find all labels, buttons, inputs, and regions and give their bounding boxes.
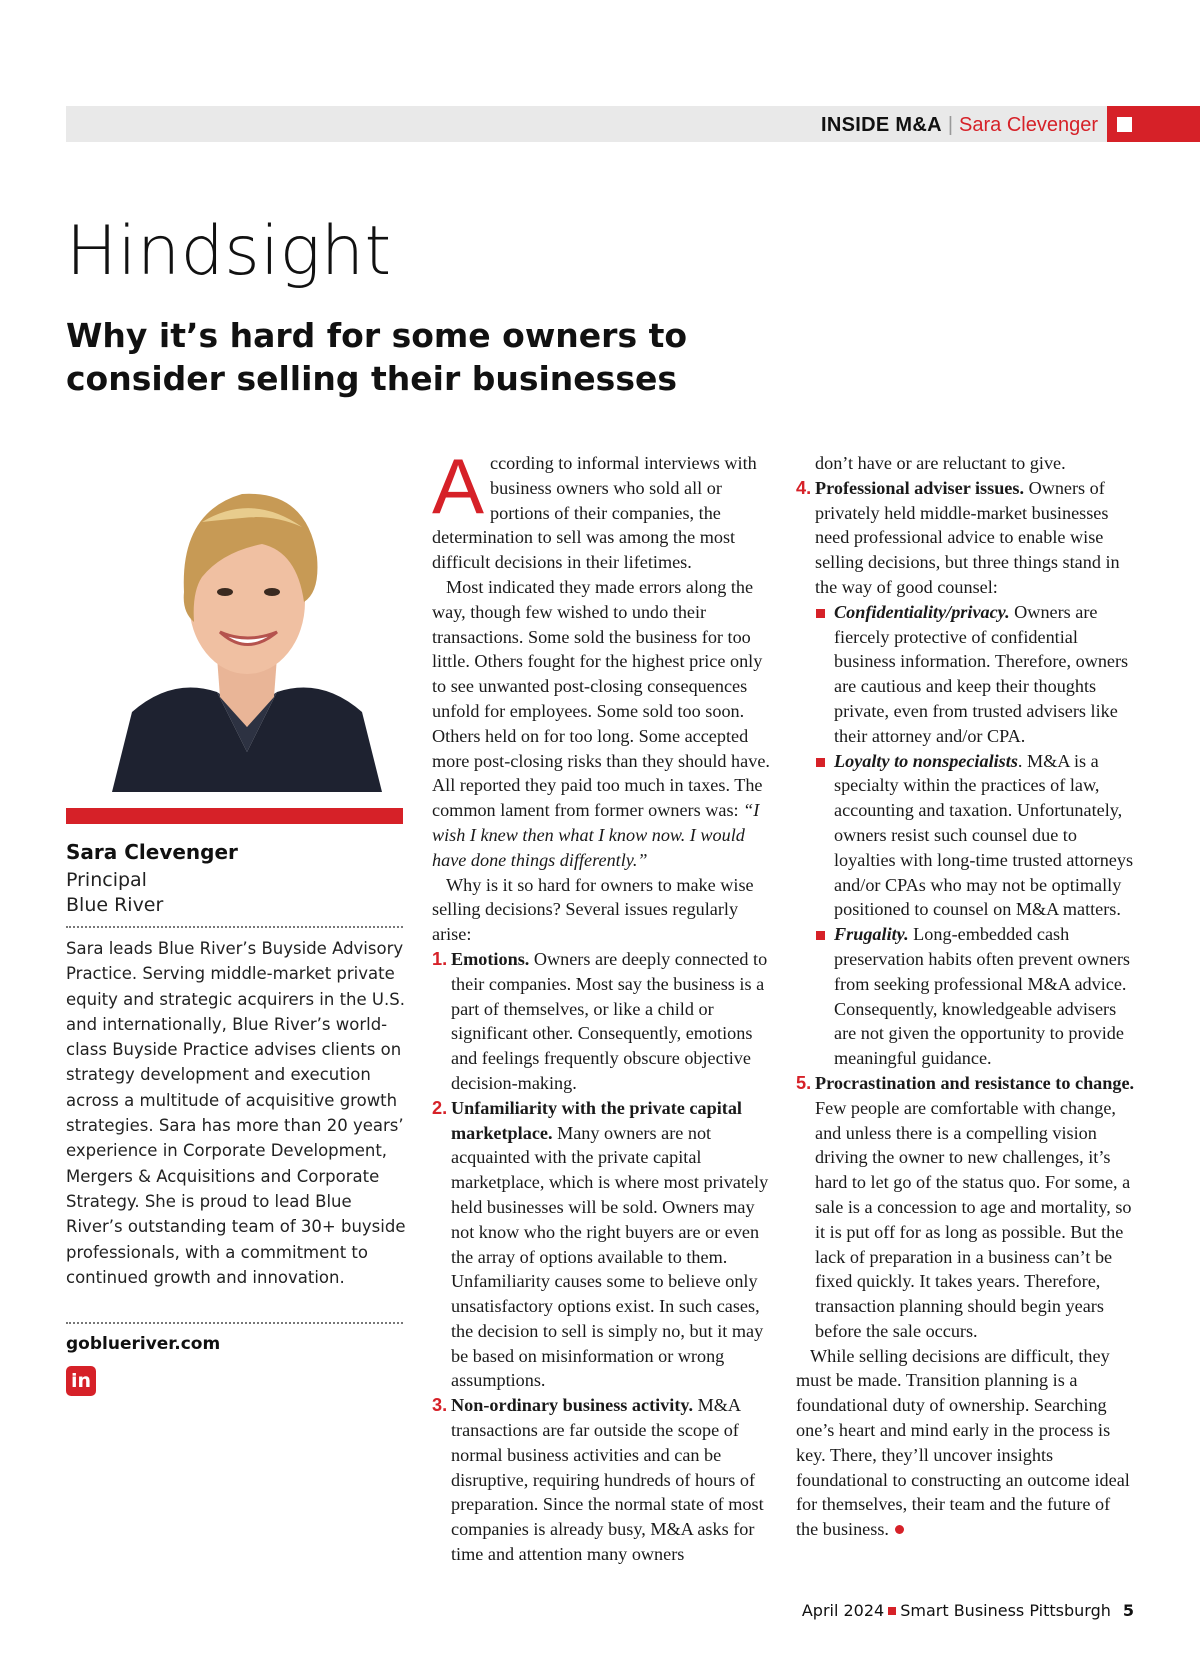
author-role: Principal (66, 869, 147, 891)
list-item (432, 1096, 772, 1394)
page-number: 5 (1122, 1601, 1134, 1620)
quote: “I wish I knew then what I know now. I would have done things differently.” (432, 800, 760, 870)
list-text: Many owners are not acquainted with the private capital marketplace, which is where most privately held businesses will be sold. Owners may not know who the right buyers are or even the array of options available to them. Unfamiliarity causes some to believe only unsatisfactory options exist. In such cases, the decision to sell is simply no, but it may be based on misinformation or wrong assumptions. (451, 1122, 769, 1391)
bullet-item (796, 922, 1136, 1071)
bullet-square-icon (816, 609, 825, 618)
list-number: 1. (432, 948, 448, 969)
article-column-1 (432, 442, 772, 1567)
list-text: don’t have or are reluctant to give. (815, 453, 1066, 473)
end-mark-icon (895, 1525, 904, 1534)
list-text: Owners are deeply connected to their companies. Most say the business is a part of themselves, or like a child or significant other. Consequently, emotions and feelings frequently obscure objective decision-making. (451, 948, 768, 1093)
bullet-lead: Confidentiality/privacy. (834, 601, 1010, 622)
list-item (796, 1071, 1136, 1344)
footer-square-icon (888, 1607, 896, 1615)
section-label: INSIDE M&A (821, 114, 942, 136)
footer-publication: Smart Business Pittsburgh (900, 1601, 1111, 1620)
bullet-square-icon (816, 931, 825, 940)
author-name: Sara Clevenger (66, 840, 238, 864)
list-number: 2. (432, 1097, 448, 1118)
bio-divider-bar (66, 808, 403, 824)
closing-paragraph (796, 1344, 1136, 1542)
linkedin-icon[interactable]: in (66, 1366, 96, 1396)
list-item (432, 1393, 772, 1567)
list-item-continued (796, 451, 1136, 476)
list-text: Owners of privately held middle-market businesses need professional advice to enable wise selling decisions, but three things stand in the way of good counsel: (815, 477, 1120, 597)
article-column-2 (796, 451, 1136, 1542)
list-number: 4. (796, 477, 812, 498)
bullet-lead: Loyalty to nonspecialists (834, 750, 1018, 771)
header-accent-block (1107, 106, 1200, 142)
author-bio: Sara leads Blue River’s Buyside Advisory Practice. Serving middle-market private equity and strategic acquirers in the U.S. and internationally, Blue River’s world-class Buyside Practice advises clients on strategy development and execution across a multitude of acquisitive growth strategies. Sara has more than 20 years’ experience in Corporate Development, Mergers & Acquisitions and Corporate Strategy. She is proud to lead Blue River’s outstanding team of 30+ buyside professionals, with a commitment to continued growth and innovation. (66, 939, 406, 1287)
closing-text: While selling decisions are difficult, they must be made. Transition planning is a foundational duty of ownership. Searching one’s heart and mind early in the process is key. There, they’ll uncover insights foundational to constructing an outcome ideal for themselves, their team and the future of the business. (796, 1345, 1130, 1540)
paragraph: Why is it so hard for owners to make wise selling decisions? Several issues regularly arise: (432, 874, 754, 945)
list-lead: Professional adviser issues. (815, 477, 1025, 498)
author-photo (92, 452, 402, 792)
bullet-item (796, 600, 1136, 749)
square-icon (1117, 117, 1132, 132)
page-title: Hindsight (66, 212, 392, 291)
bullet-text: Owners are fiercely protective of confidential business information. Therefore, owners are cautious and keep their thoughts private, even from trusted advisers like their attorney and/or CPA. (834, 601, 1129, 746)
section-header (821, 107, 1098, 143)
list-item (432, 947, 772, 1096)
drop-cap: A (432, 442, 485, 530)
list-text: M&A transactions are far outside the scope of normal business activities and can be disruptive, requiring hundreds of hours of preparation. Since the normal state of most companies is already busy, M&A asks for time and attention many owners (451, 1395, 764, 1565)
list-lead: Unfamiliarity with the private capital marketplace. (451, 1097, 742, 1143)
list-lead: Non-ordinary business activity. (451, 1395, 694, 1416)
page-footer (802, 1601, 1134, 1620)
list-lead: Procrastination and resistance to change. (815, 1072, 1135, 1093)
list-lead: Emotions. (451, 948, 530, 969)
bullet-text: Long-embedded cash preservation habits often prevent owners from seeking professional M&A advice. Consequently, knowledgeable advisers are not given the opportunity to provide meaningful guidance. (834, 924, 1130, 1069)
intro-text: ccording to informal interviews with business owners who sold all or portions of their companies, the determination to sell was among the most difficult decisions in their lifetimes. (432, 453, 757, 573)
dotted-divider (66, 1322, 403, 1324)
bullet-item (796, 749, 1136, 923)
bullet-text: . M&A is a specialty within the practices of law, accounting and taxation. Unfortunately, owners resist such counsel due to loyalties with long-time trusted attorneys and/or CPAs who may not be optimally positioned to counsel on M&A matters. (834, 750, 1134, 920)
bullet-lead: Frugality. (834, 924, 909, 945)
header-separator: | (947, 114, 954, 136)
list-number: 3. (432, 1395, 448, 1416)
page-subtitle: Why it’s hard for some owners to consider selling their businesses (66, 316, 688, 398)
list-text: Few people are comfortable with change, and unless there is a compelling vision driving the owner to new challenges, it’s hard to let go of the status quo. For some, a sale is a concession to age and mortality, so it is put off for as long as possible. But the lack of preparation in a business can’t be fixed quickly. It takes years. Therefore, transaction planning should begin years before the sale occurs. (815, 1097, 1132, 1341)
portrait-photo-icon (92, 452, 402, 792)
intro-paragraph (432, 442, 772, 575)
paragraph (432, 575, 772, 873)
list-number: 5. (796, 1072, 812, 1093)
header-author: Sara Clevenger (959, 114, 1098, 136)
footer-date: April 2024 (801, 1601, 885, 1620)
author-role-block (66, 868, 163, 918)
dotted-divider (66, 926, 403, 928)
website-link[interactable]: goblueriver.com (66, 1334, 221, 1354)
list-item (796, 476, 1136, 600)
author-company: Blue River (66, 894, 164, 916)
bullet-square-icon (816, 758, 825, 767)
paragraph-text: Most indicated they made errors along the way, though few wished to undo their transactions. Some sold the business for too little. Others fought for the highest price only to see unwanted post-closing consequences unfold for employees. Some sold too soon. Others held on for too long. Some accepted more post-closing risks than they should have. All reported they paid too much in taxes. The common lament from former owners was: (432, 576, 770, 821)
